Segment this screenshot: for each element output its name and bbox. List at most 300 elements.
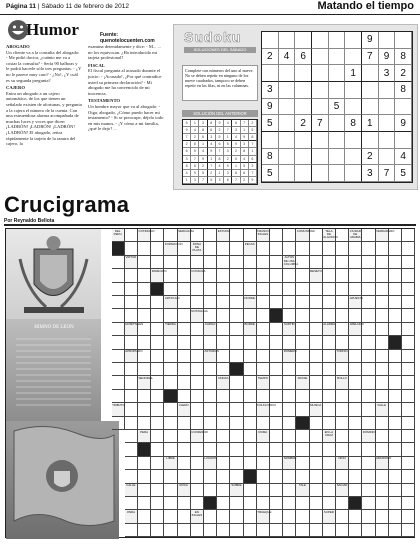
- crossword-cell[interactable]: [230, 336, 243, 349]
- crossword-cell[interactable]: [138, 417, 151, 430]
- crossword-cell[interactable]: [283, 524, 296, 537]
- sudoku-cell[interactable]: [329, 65, 346, 82]
- crossword-cell[interactable]: [349, 443, 362, 456]
- sudoku-cell[interactable]: 9: [362, 32, 379, 49]
- crossword-cell[interactable]: [244, 443, 257, 456]
- sudoku-cell[interactable]: [312, 165, 329, 182]
- crossword-cell[interactable]: [296, 443, 309, 456]
- crossword-cell[interactable]: [151, 242, 164, 255]
- crossword-cell[interactable]: [376, 497, 389, 510]
- crossword-cell[interactable]: [310, 350, 323, 363]
- crossword-cell[interactable]: [204, 269, 217, 282]
- crossword-cell[interactable]: [323, 350, 336, 363]
- crossword-cell[interactable]: [257, 269, 270, 282]
- crossword-cell[interactable]: [244, 376, 257, 389]
- crossword-cell[interactable]: [362, 470, 375, 483]
- crossword-cell[interactable]: [164, 350, 177, 363]
- crossword-cell[interactable]: [230, 269, 243, 282]
- crossword-cell[interactable]: [323, 336, 336, 349]
- crossword-cell[interactable]: [125, 470, 138, 483]
- crossword-cell[interactable]: [138, 350, 151, 363]
- crossword-cell[interactable]: [389, 323, 402, 336]
- crossword-cell[interactable]: [125, 283, 138, 296]
- crossword-cell[interactable]: [376, 430, 389, 443]
- crossword-cell[interactable]: [178, 323, 191, 336]
- crossword-cell[interactable]: [270, 390, 283, 403]
- crossword-cell[interactable]: [204, 283, 217, 296]
- crossword-cell[interactable]: [191, 363, 204, 376]
- crossword-cell[interactable]: [362, 417, 375, 430]
- sudoku-cell[interactable]: [379, 32, 396, 49]
- crossword-cell[interactable]: [389, 363, 402, 376]
- crossword-cell[interactable]: [125, 309, 138, 322]
- crossword-cell[interactable]: [389, 269, 402, 282]
- crossword-cell[interactable]: [204, 363, 217, 376]
- crossword-cell[interactable]: [138, 524, 151, 537]
- crossword-cell[interactable]: [270, 376, 283, 389]
- crossword-cell[interactable]: [257, 309, 270, 322]
- crossword-cell[interactable]: [323, 376, 336, 389]
- crossword-cell[interactable]: [112, 363, 125, 376]
- crossword-cell[interactable]: [310, 376, 323, 389]
- crossword-cell[interactable]: [151, 470, 164, 483]
- crossword-cell[interactable]: [244, 403, 257, 416]
- crossword-cell[interactable]: [217, 323, 230, 336]
- crossword-cell[interactable]: [310, 390, 323, 403]
- crossword-cell[interactable]: [151, 256, 164, 269]
- crossword-cell[interactable]: [389, 390, 402, 403]
- sudoku-cell[interactable]: 5: [329, 99, 346, 116]
- crossword-cell[interactable]: [283, 296, 296, 309]
- crossword-cell[interactable]: [389, 497, 402, 510]
- crossword-cell[interactable]: [257, 417, 270, 430]
- crossword-cell[interactable]: [323, 269, 336, 282]
- crossword-cell[interactable]: [230, 256, 243, 269]
- crossword-cell[interactable]: [310, 484, 323, 497]
- crossword-cell[interactable]: [310, 323, 323, 336]
- crossword-cell[interactable]: [125, 242, 138, 255]
- crossword-cell[interactable]: [244, 336, 257, 349]
- crossword-cell[interactable]: [362, 524, 375, 537]
- crossword-cell[interactable]: [402, 470, 415, 483]
- crossword-cell[interactable]: [164, 443, 177, 456]
- crossword-cell[interactable]: [362, 497, 375, 510]
- crossword-cell[interactable]: [244, 510, 257, 523]
- sudoku-cell[interactable]: [295, 82, 312, 99]
- crossword-cell[interactable]: [323, 417, 336, 430]
- crossword-cell[interactable]: [323, 443, 336, 456]
- crossword-cell[interactable]: [191, 350, 204, 363]
- crossword-cell[interactable]: [283, 363, 296, 376]
- crossword-cell[interactable]: [362, 229, 375, 242]
- crossword-cell[interactable]: [349, 390, 362, 403]
- crossword-cell[interactable]: [310, 296, 323, 309]
- crossword-cell[interactable]: [164, 430, 177, 443]
- crossword-cell[interactable]: [389, 510, 402, 523]
- sudoku-cell[interactable]: [312, 32, 329, 49]
- crossword-cell[interactable]: [296, 470, 309, 483]
- crossword-cell[interactable]: [204, 470, 217, 483]
- crossword-cell[interactable]: [402, 403, 415, 416]
- crossword-cell[interactable]: [151, 309, 164, 322]
- crossword-cell[interactable]: [230, 376, 243, 389]
- crossword-cell[interactable]: [296, 497, 309, 510]
- crossword-cell[interactable]: [376, 256, 389, 269]
- crossword-cell[interactable]: [138, 283, 151, 296]
- sudoku-cell[interactable]: [395, 32, 412, 49]
- crossword-cell[interactable]: [362, 457, 375, 470]
- crossword-cell[interactable]: [230, 229, 243, 242]
- crossword-cell[interactable]: [257, 497, 270, 510]
- crossword-cell[interactable]: [389, 309, 402, 322]
- crossword-cell[interactable]: [362, 363, 375, 376]
- crossword-cell[interactable]: [151, 457, 164, 470]
- sudoku-cell[interactable]: 5: [262, 165, 279, 182]
- crossword-cell[interactable]: [191, 296, 204, 309]
- crossword-cell[interactable]: [389, 296, 402, 309]
- crossword-cell[interactable]: [336, 296, 349, 309]
- crossword-cell[interactable]: [270, 417, 283, 430]
- crossword-cell[interactable]: [244, 269, 257, 282]
- crossword-cell[interactable]: [191, 376, 204, 389]
- sudoku-cell[interactable]: [395, 99, 412, 116]
- crossword-cell[interactable]: [178, 376, 191, 389]
- sudoku-cell[interactable]: 3: [262, 82, 279, 99]
- crossword-cell[interactable]: [310, 417, 323, 430]
- crossword-cell[interactable]: [217, 524, 230, 537]
- crossword-cell[interactable]: [270, 510, 283, 523]
- crossword-cell[interactable]: [270, 470, 283, 483]
- crossword-cell[interactable]: [204, 336, 217, 349]
- crossword-cell[interactable]: [402, 457, 415, 470]
- crossword-cell[interactable]: [389, 457, 402, 470]
- sudoku-cell[interactable]: [279, 149, 296, 166]
- sudoku-cell[interactable]: 9: [262, 99, 279, 116]
- crossword-cell[interactable]: [402, 323, 415, 336]
- crossword-cell[interactable]: [230, 242, 243, 255]
- crossword-cell[interactable]: [151, 403, 164, 416]
- crossword-cell[interactable]: [125, 363, 138, 376]
- crossword-cell[interactable]: [283, 497, 296, 510]
- crossword-cell[interactable]: [178, 269, 191, 282]
- crossword-cell[interactable]: [125, 229, 138, 242]
- sudoku-cell[interactable]: 4: [395, 149, 412, 166]
- crossword-cell[interactable]: [257, 350, 270, 363]
- crossword-cell[interactable]: [178, 457, 191, 470]
- crossword-cell[interactable]: [244, 256, 257, 269]
- crossword-cell[interactable]: [244, 283, 257, 296]
- crossword-cell[interactable]: [349, 403, 362, 416]
- crossword-cell[interactable]: [191, 283, 204, 296]
- crossword-cell[interactable]: [336, 229, 349, 242]
- crossword-cell[interactable]: [151, 430, 164, 443]
- crossword-cell[interactable]: [310, 283, 323, 296]
- crossword-cell[interactable]: [336, 336, 349, 349]
- crossword-cell[interactable]: [178, 242, 191, 255]
- crossword-cell[interactable]: [349, 336, 362, 349]
- crossword-cell[interactable]: [178, 470, 191, 483]
- crossword-cell[interactable]: [178, 443, 191, 456]
- crossword-cell[interactable]: [138, 510, 151, 523]
- crossword-cell[interactable]: [217, 484, 230, 497]
- crossword-cell[interactable]: [138, 390, 151, 403]
- crossword-cell[interactable]: [336, 403, 349, 416]
- sudoku-cell[interactable]: [345, 165, 362, 182]
- crossword-cell[interactable]: [230, 497, 243, 510]
- crossword-cell[interactable]: [244, 229, 257, 242]
- crossword-cell[interactable]: [151, 376, 164, 389]
- crossword-cell[interactable]: [336, 256, 349, 269]
- crossword-cell[interactable]: [164, 417, 177, 430]
- crossword-cell[interactable]: [204, 376, 217, 389]
- crossword-cell[interactable]: [310, 336, 323, 349]
- crossword-cell[interactable]: [230, 296, 243, 309]
- crossword-cell[interactable]: [217, 510, 230, 523]
- crossword-cell[interactable]: [125, 376, 138, 389]
- sudoku-cell[interactable]: 5: [395, 165, 412, 182]
- sudoku-cell[interactable]: [279, 32, 296, 49]
- sudoku-cell[interactable]: [362, 132, 379, 149]
- crossword-cell[interactable]: [178, 430, 191, 443]
- crossword-cell[interactable]: [217, 336, 230, 349]
- crossword-cell[interactable]: [204, 403, 217, 416]
- crossword-cell[interactable]: [323, 484, 336, 497]
- crossword-cell[interactable]: [178, 256, 191, 269]
- crossword-cell[interactable]: [283, 470, 296, 483]
- crossword-cell[interactable]: [362, 256, 375, 269]
- crossword-cell[interactable]: [323, 283, 336, 296]
- crossword-cell[interactable]: [217, 403, 230, 416]
- crossword-cell[interactable]: [138, 256, 151, 269]
- crossword-cell[interactable]: [164, 283, 177, 296]
- crossword-cell[interactable]: [376, 363, 389, 376]
- crossword-cell[interactable]: [283, 484, 296, 497]
- crossword-cell[interactable]: [178, 363, 191, 376]
- crossword-cell[interactable]: [191, 497, 204, 510]
- sudoku-cell[interactable]: [329, 49, 346, 66]
- crossword-cell[interactable]: [323, 470, 336, 483]
- crossword-cell[interactable]: [164, 256, 177, 269]
- crossword-cell[interactable]: [283, 309, 296, 322]
- crossword-cell[interactable]: [204, 256, 217, 269]
- sudoku-cell[interactable]: [345, 149, 362, 166]
- sudoku-cell[interactable]: [295, 165, 312, 182]
- crossword-cell[interactable]: [323, 296, 336, 309]
- crossword-cell[interactable]: [389, 283, 402, 296]
- crossword-cell[interactable]: [376, 309, 389, 322]
- crossword-cell[interactable]: [349, 309, 362, 322]
- crossword-cell[interactable]: [349, 510, 362, 523]
- sudoku-cell[interactable]: [279, 165, 296, 182]
- crossword-cell[interactable]: [125, 524, 138, 537]
- crossword-cell[interactable]: [151, 296, 164, 309]
- sudoku-cell[interactable]: [379, 115, 396, 132]
- sudoku-cell[interactable]: [345, 82, 362, 99]
- crossword-cell[interactable]: [323, 363, 336, 376]
- crossword-cell[interactable]: [217, 242, 230, 255]
- crossword-cell[interactable]: [402, 296, 415, 309]
- crossword-cell[interactable]: [191, 229, 204, 242]
- crossword-cell[interactable]: [349, 417, 362, 430]
- crossword-cell[interactable]: [376, 524, 389, 537]
- crossword-cell[interactable]: [283, 417, 296, 430]
- crossword-cell[interactable]: [402, 443, 415, 456]
- crossword-cell[interactable]: [164, 363, 177, 376]
- sudoku-cell[interactable]: [345, 32, 362, 49]
- crossword-cell[interactable]: [125, 336, 138, 349]
- crossword-cell[interactable]: [230, 283, 243, 296]
- crossword-cell[interactable]: [191, 417, 204, 430]
- crossword-cell[interactable]: [270, 269, 283, 282]
- crossword-cell[interactable]: [389, 470, 402, 483]
- crossword-cell[interactable]: [336, 524, 349, 537]
- sudoku-cell[interactable]: 4: [279, 49, 296, 66]
- crossword-cell[interactable]: [296, 524, 309, 537]
- crossword-cell[interactable]: [151, 323, 164, 336]
- crossword-cell[interactable]: [349, 269, 362, 282]
- crossword-cell[interactable]: [230, 417, 243, 430]
- crossword-cell[interactable]: [376, 283, 389, 296]
- crossword-cell[interactable]: [230, 470, 243, 483]
- crossword-cell[interactable]: [204, 296, 217, 309]
- crossword-cell[interactable]: [164, 336, 177, 349]
- sudoku-cell[interactable]: 2: [295, 115, 312, 132]
- crossword-cell[interactable]: [376, 350, 389, 363]
- crossword-cell[interactable]: [244, 350, 257, 363]
- crossword-cell[interactable]: [349, 524, 362, 537]
- crossword-cell[interactable]: [230, 309, 243, 322]
- crossword-cell[interactable]: [217, 269, 230, 282]
- crossword-cell[interactable]: [270, 283, 283, 296]
- crossword-cell[interactable]: [310, 256, 323, 269]
- crossword-cell[interactable]: [402, 510, 415, 523]
- crossword-cell[interactable]: [376, 323, 389, 336]
- crossword-cell[interactable]: [296, 430, 309, 443]
- crossword-cell[interactable]: [349, 470, 362, 483]
- crossword-cell[interactable]: [296, 242, 309, 255]
- crossword-cell[interactable]: [402, 256, 415, 269]
- crossword-cell[interactable]: [310, 363, 323, 376]
- sudoku-cell[interactable]: [279, 115, 296, 132]
- crossword-cell[interactable]: [244, 363, 257, 376]
- crossword-cell[interactable]: [349, 430, 362, 443]
- crossword-cell[interactable]: [402, 229, 415, 242]
- crossword-cell[interactable]: [164, 484, 177, 497]
- sudoku-cell[interactable]: [362, 65, 379, 82]
- crossword-cell[interactable]: [336, 269, 349, 282]
- crossword-cell[interactable]: [217, 443, 230, 456]
- crossword-cell[interactable]: [323, 390, 336, 403]
- crossword-cell[interactable]: [270, 443, 283, 456]
- crossword-cell[interactable]: [138, 323, 151, 336]
- sudoku-cell[interactable]: [295, 65, 312, 82]
- crossword-cell[interactable]: [296, 390, 309, 403]
- crossword-cell[interactable]: [151, 417, 164, 430]
- crossword-cell[interactable]: [204, 443, 217, 456]
- crossword-cell[interactable]: [217, 296, 230, 309]
- crossword-cell[interactable]: [389, 242, 402, 255]
- sudoku-cell[interactable]: [312, 49, 329, 66]
- sudoku-cell[interactable]: [379, 149, 396, 166]
- crossword-cell[interactable]: [349, 484, 362, 497]
- crossword-cell[interactable]: [125, 390, 138, 403]
- crossword-cell[interactable]: [244, 524, 257, 537]
- crossword-cell[interactable]: [191, 336, 204, 349]
- crossword-cell[interactable]: [217, 497, 230, 510]
- crossword-cell[interactable]: [270, 256, 283, 269]
- crossword-cell[interactable]: [336, 390, 349, 403]
- crossword-cell[interactable]: [217, 256, 230, 269]
- sudoku-cell[interactable]: [395, 132, 412, 149]
- crossword-cell[interactable]: [204, 484, 217, 497]
- crossword-cell[interactable]: [151, 363, 164, 376]
- sudoku-cell[interactable]: [379, 82, 396, 99]
- crossword-cell[interactable]: [362, 350, 375, 363]
- crossword-cell[interactable]: [270, 242, 283, 255]
- crossword-cell[interactable]: [257, 336, 270, 349]
- crossword-cell[interactable]: [244, 430, 257, 443]
- crossword-cell[interactable]: [138, 363, 151, 376]
- sudoku-cell[interactable]: 8: [395, 49, 412, 66]
- crossword-cell[interactable]: [204, 242, 217, 255]
- crossword-cell[interactable]: [283, 390, 296, 403]
- crossword-cell[interactable]: [217, 417, 230, 430]
- crossword-cell[interactable]: [138, 309, 151, 322]
- sudoku-cell[interactable]: [329, 82, 346, 99]
- sudoku-cell[interactable]: [379, 99, 396, 116]
- crossword-cell[interactable]: [178, 336, 191, 349]
- sudoku-cell[interactable]: [295, 149, 312, 166]
- crossword-cell[interactable]: [138, 497, 151, 510]
- crossword-cell[interactable]: [402, 350, 415, 363]
- crossword-cell[interactable]: [270, 430, 283, 443]
- crossword-cell[interactable]: [112, 376, 125, 389]
- crossword-cell[interactable]: [244, 417, 257, 430]
- crossword-cell[interactable]: [323, 457, 336, 470]
- crossword-cell[interactable]: [217, 430, 230, 443]
- sudoku-cell[interactable]: 2: [262, 49, 279, 66]
- crossword-cell[interactable]: [296, 309, 309, 322]
- crossword-cell[interactable]: [178, 309, 191, 322]
- crossword-cell[interactable]: [257, 363, 270, 376]
- sudoku-cell[interactable]: [329, 32, 346, 49]
- crossword-cell[interactable]: [230, 524, 243, 537]
- crossword-cell[interactable]: [151, 350, 164, 363]
- sudoku-cell[interactable]: [345, 132, 362, 149]
- crossword-cell[interactable]: [310, 430, 323, 443]
- sudoku-cell[interactable]: [295, 132, 312, 149]
- crossword-cell[interactable]: [204, 309, 217, 322]
- crossword-cell[interactable]: [164, 269, 177, 282]
- crossword-cell[interactable]: [349, 457, 362, 470]
- crossword-cell[interactable]: [244, 309, 257, 322]
- crossword-cell[interactable]: [296, 510, 309, 523]
- crossword-cell[interactable]: [270, 497, 283, 510]
- crossword-cell[interactable]: [164, 403, 177, 416]
- crossword-cell[interactable]: [244, 390, 257, 403]
- sudoku-cell[interactable]: 8: [262, 149, 279, 166]
- crossword-cell[interactable]: [257, 484, 270, 497]
- crossword-cell[interactable]: [283, 336, 296, 349]
- crossword-cell[interactable]: [402, 242, 415, 255]
- crossword-cell[interactable]: [376, 390, 389, 403]
- crossword-cell[interactable]: [296, 363, 309, 376]
- crossword-cell[interactable]: [125, 269, 138, 282]
- crossword-cell[interactable]: [336, 443, 349, 456]
- sudoku-cell[interactable]: [262, 65, 279, 82]
- sudoku-cell[interactable]: [295, 99, 312, 116]
- crossword-cell[interactable]: [125, 403, 138, 416]
